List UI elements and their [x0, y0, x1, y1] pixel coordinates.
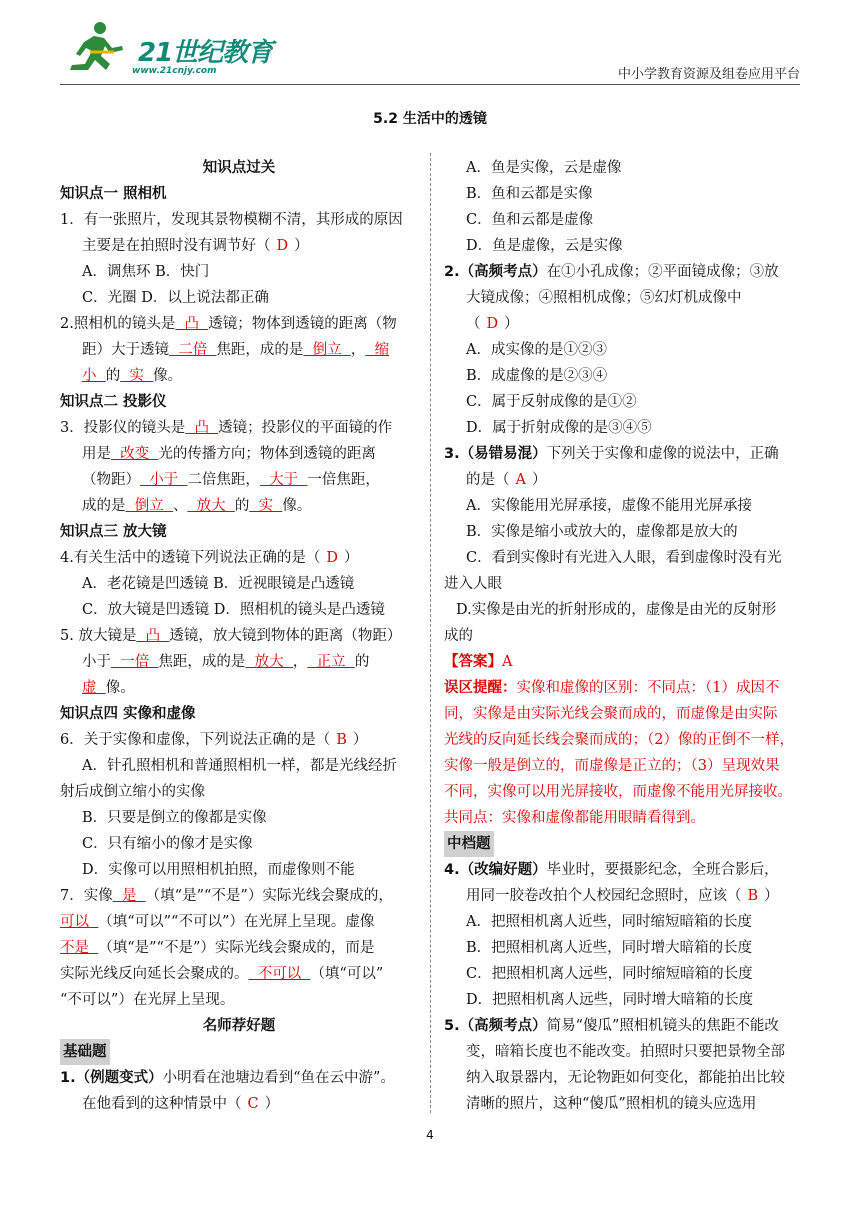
- fill-answer: 倒立: [303, 342, 351, 358]
- option: B．鱼和云都是实像: [466, 186, 593, 202]
- fill-answer: 不是: [60, 940, 99, 956]
- question-text: 纳入取景器内，无论物距如何变化，都能拍出比较: [466, 1070, 785, 1086]
- question-text: 主要是在拍照时没有调节好（ D ）: [82, 238, 309, 254]
- option: A．成实像的是①②③: [466, 342, 607, 358]
- option: D．实像可以用照相机拍照，而虚像则不能: [82, 862, 355, 878]
- fill-answer: 小: [82, 368, 106, 384]
- question-text: （ D ）: [466, 316, 519, 332]
- question-text: 2.（高频考点）在①小孔成像；②平面镜成像；③放: [444, 264, 779, 280]
- fill-answer: 放大: [245, 654, 293, 670]
- knowledge-point-heading: 知识点二 投影仪: [60, 394, 167, 410]
- page-header: [60, 18, 800, 88]
- question-text: 清晰的照片，这种“傻瓜”照相机的镜头应选用: [466, 1096, 757, 1112]
- fill-answer: 小于: [140, 472, 188, 488]
- question-text: 实际光线反向延长会聚成的。 不可以 （填“可以”: [60, 966, 384, 982]
- option: D．把照相机离人远些，同时增大暗箱的长度: [466, 992, 754, 1008]
- fill-answer: 实: [120, 368, 154, 384]
- logo-url: www.21cnjy.com: [132, 66, 217, 76]
- option: C．鱼和云都是虚像: [466, 212, 594, 228]
- fill-answer: 二倍: [169, 342, 217, 358]
- option: A．调焦环 B．快门: [82, 264, 210, 280]
- header-divider: [60, 84, 800, 85]
- knowledge-point-heading: 知识点三 放大镜: [60, 524, 167, 540]
- question-text: 2.照相机的镜头是 凸 透镜；物体到透镜的距离（物: [60, 316, 397, 332]
- question-text: 在他看到的这种情景中（ C ）: [82, 1096, 280, 1112]
- tip-text: 共同点：实像和虚像都能用眼睛看得到。: [444, 810, 705, 826]
- brand-logo: [60, 18, 300, 80]
- question-text: 的是（ A ）: [466, 472, 547, 488]
- answer-choice: A: [515, 472, 526, 488]
- fill-answer: 大于: [259, 472, 308, 488]
- fill-answer: 凸: [185, 420, 219, 436]
- question-text: 3．投影仪的镜头是 凸 透镜；投影仪的平面镜的作: [60, 420, 393, 436]
- option: C．看到实像时有光进入人眼，看到虚像时没有光: [466, 550, 782, 566]
- fill-answer: 可以: [60, 914, 99, 930]
- option: A．针孔照相机和普通照相机一样，都是光线经折: [82, 758, 397, 774]
- question-text: 7．实像 是 （填“是”“不是”）实际光线会聚成的，: [60, 888, 393, 904]
- answer-choice: D: [276, 238, 289, 254]
- fill-answer: 凸: [136, 628, 170, 644]
- column-divider: [430, 153, 431, 1113]
- answer-choice: D: [326, 550, 338, 566]
- option: D.实像是由光的折射形成的，虚像是由光的反射形: [456, 602, 777, 618]
- question-text: 3.（易错易混）下列关于实像和虚像的说法中，正确: [444, 446, 779, 462]
- fill-answer: 倒立: [125, 498, 173, 514]
- platform-name: 中小学教育资源及组卷应用平台: [617, 67, 800, 82]
- option: B．把照相机离人近些，同时增大暗箱的长度: [466, 940, 753, 956]
- tip-text: 同，实像是由实际光线会聚而成的，而虚像是由实际: [444, 706, 778, 722]
- section-heading: 名师荐好题: [202, 1017, 276, 1034]
- option: D．属于折射成像的是③④⑤: [466, 420, 652, 436]
- answer-choice: D: [486, 316, 499, 332]
- option: C．把照相机离人远些，同时缩短暗箱的长度: [466, 966, 753, 982]
- question-text: 5. 放大镜是 凸 透镜，放大镜到物体的距离（物距）: [60, 628, 402, 644]
- question-text: 小于 一倍 焦距，成的是 放大 ， 正立 的: [82, 654, 370, 670]
- fill-answer: 凸: [175, 316, 209, 332]
- difficulty-label: 基础题: [60, 1039, 418, 1065]
- question-text: 距）大于透镜 二倍 焦距，成的是 倒立 ， 缩: [82, 342, 390, 358]
- tip-text: 不同，实像可以用光屏接收，而虚像不能用光屏接收。: [444, 784, 792, 800]
- question-text: 6．关于实像和虚像，下列说法正确的是（ B ）: [60, 732, 368, 748]
- answer-line: 【答案】A: [444, 653, 513, 670]
- answer-choice: C: [247, 1096, 259, 1112]
- knowledge-point-heading: 知识点四 实像和虚像: [60, 706, 196, 722]
- tip-text: 误区提醒：实像和虚像的区别：不同点：（1）成因不: [444, 679, 780, 696]
- question-text: 虚 像。: [82, 680, 135, 696]
- question-text: 不是 （填“是”“不是”）实际光线会聚成的，而是: [60, 940, 375, 956]
- question-text: 5.（高频考点）简易“傻瓜”照相机镜头的焦距不能改: [444, 1018, 779, 1034]
- option: 进入人眼: [444, 576, 502, 592]
- tip-text: 实像一般是倒立的，而虚像是正立的；（3）呈现效果: [444, 758, 780, 774]
- logo-title: 21世纪教育: [138, 38, 273, 68]
- tip-text: 光线的反向延长线会聚而成的；（2）像的正倒不一样，: [444, 732, 794, 748]
- page-number: 4: [426, 1128, 434, 1142]
- option: B．只要是倒立的像都是实像: [82, 810, 267, 826]
- answer-choice: B: [336, 732, 347, 748]
- question-text: 变，暗箱长度也不能改变。拍照时只要把景物全部: [466, 1044, 785, 1060]
- question-text: 1．有一张照片，发现其景物模糊不清，其形成的原因: [60, 212, 403, 228]
- question-text: “不可以”）在光屏上呈现。: [60, 992, 235, 1008]
- option: A．老花镜是凹透镜 B．近视眼镜是凸透镜: [82, 576, 355, 592]
- section-heading: 知识点过关: [202, 159, 276, 176]
- fill-answer: 不可以: [248, 966, 311, 982]
- question-text: 大镜成像；④照相机成像；⑤幻灯机成像中: [466, 290, 742, 306]
- option: D．鱼是虚像，云是实像: [466, 238, 623, 254]
- question-text: 4.（改编好题）毕业时，要摄影纪念，全班合影后，: [444, 862, 779, 878]
- question-text: （物距） 小于 二倍焦距， 大于 一倍焦距，: [82, 472, 380, 488]
- question-text: 用同一胶卷改拍个人校园纪念照时，应该（ B ）: [466, 888, 779, 904]
- question-text: 可以 （填“可以”“不可以”）在光屏上呈现。虚像: [60, 914, 375, 930]
- fill-answer: 一倍: [111, 654, 159, 670]
- fill-answer: 缩: [365, 342, 390, 358]
- fill-answer: 实: [249, 498, 283, 514]
- option: C．放大镜是凹透镜 D．照相机的镜头是凸透镜: [82, 602, 385, 618]
- right-column: [444, 155, 800, 1117]
- fill-answer: 正立: [307, 654, 355, 670]
- left-column: [60, 155, 418, 1117]
- difficulty-label: 中档题: [444, 831, 800, 857]
- question-text: 1.（例题变式）小明看在池塘边看到“鱼在云中游”。: [60, 1070, 395, 1086]
- question-text: 小 的 实 像。: [82, 368, 183, 384]
- question-text: 4.有关生活中的透镜下列说法正确的是（ D ）: [60, 550, 359, 566]
- option: A．实像能用光屏承接，虚像不能用光屏承接: [466, 498, 752, 514]
- answer-choice: B: [747, 888, 759, 904]
- option: C．光圈 D．以上说法都正确: [82, 290, 269, 306]
- knowledge-point-heading: 知识点一 照相机: [60, 186, 167, 202]
- option: B．成虚像的是②③④: [466, 368, 608, 384]
- option: 成的: [444, 628, 473, 644]
- option: A．鱼是实像，云是虚像: [466, 160, 622, 176]
- option: 射后成倒立缩小的实像: [60, 784, 205, 800]
- fill-answer: 改变: [111, 446, 159, 462]
- question-text: 成的是 倒立 、 放大 的 实 像。: [82, 498, 312, 514]
- option: C．属于反射成像的是①②: [466, 394, 637, 410]
- runner-logo-icon: [60, 18, 140, 80]
- question-text: 用是 改变 光的传播方向；物体到透镜的距离: [82, 446, 376, 462]
- page-title: 5.2 生活中的透镜: [373, 111, 487, 127]
- fill-answer: 虚: [82, 680, 106, 696]
- option: B．实像是缩小或放大的，虚像都是放大的: [466, 524, 738, 540]
- option: A．把照相机离人近些，同时缩短暗箱的长度: [466, 914, 752, 930]
- fill-answer: 放大: [187, 498, 235, 514]
- option: C．只有缩小的像才是实像: [82, 836, 253, 852]
- fill-answer: 是: [112, 888, 146, 904]
